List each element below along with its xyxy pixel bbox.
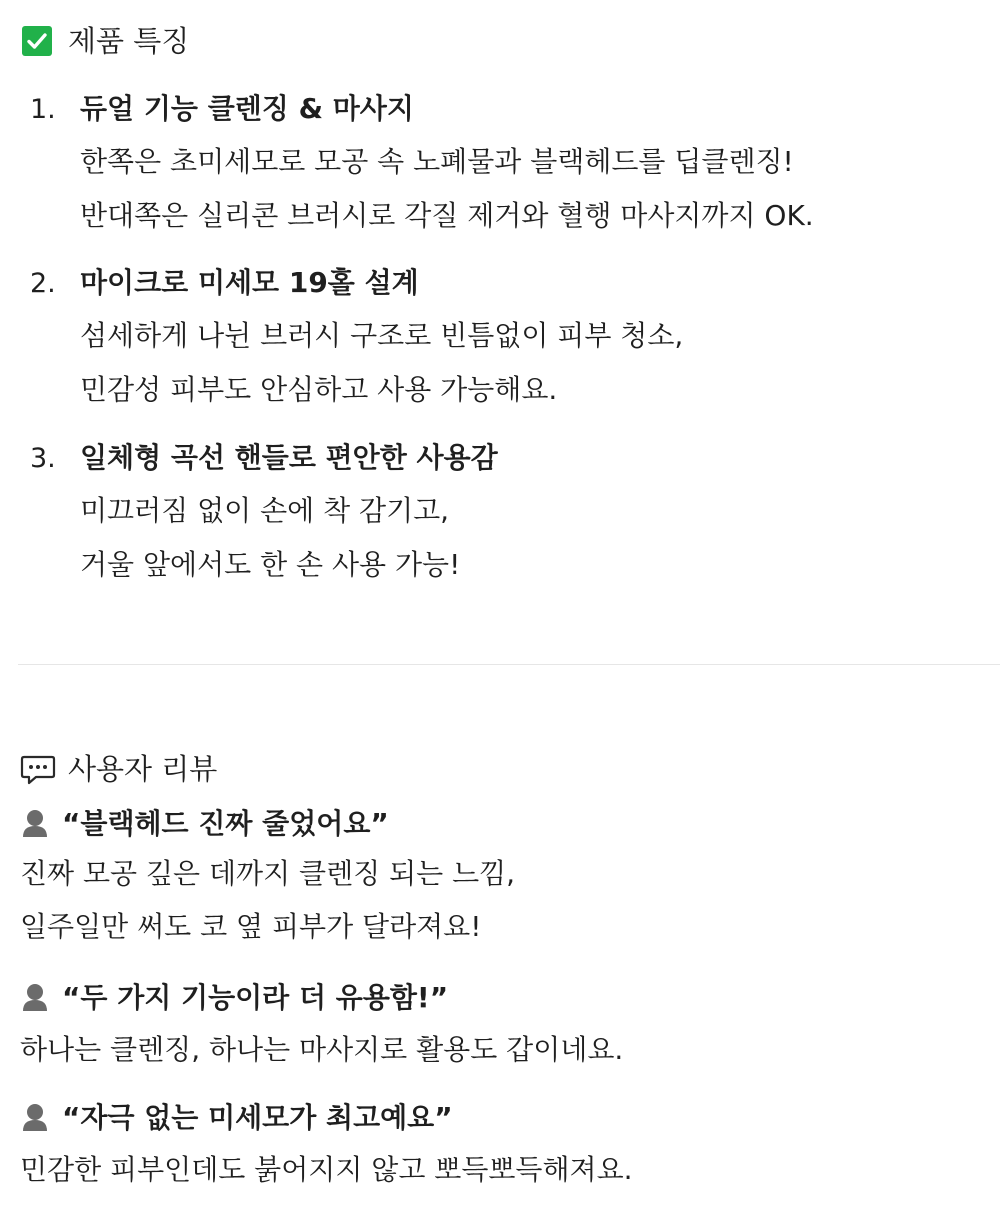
review-text-line: 진짜 모공 깊은 데까지 클렌징 되는 느낌, bbox=[20, 857, 516, 890]
person-silhouette-icon bbox=[20, 982, 50, 1012]
features-title: 제품 특징 bbox=[68, 24, 190, 58]
review-text-line: 민감한 피부인데도 붉어지지 않고 뽀득뽀득해져요. bbox=[20, 1153, 633, 1186]
review-text-line: 하나는 클렌징, 하나는 마사지로 활용도 갑이네요. bbox=[20, 1033, 624, 1066]
review-title: “자극 없는 미세모가 최고예요” bbox=[62, 1101, 453, 1134]
feature-number: 3. bbox=[30, 443, 56, 474]
feature-description-line: 반대쪽은 실리콘 브러시로 각질 제거와 혈행 마사지까지 OK. bbox=[80, 199, 814, 232]
person-silhouette-icon bbox=[20, 1102, 50, 1132]
section-divider bbox=[18, 664, 1000, 665]
feature-heading: 마이크로 미세모 19홀 설계 bbox=[80, 266, 419, 299]
feature-description-line: 미끄러짐 없이 손에 착 감기고, bbox=[80, 494, 450, 527]
person-silhouette-icon bbox=[20, 808, 50, 838]
feature-description-line: 한쪽은 초미세모로 모공 속 노폐물과 블랙헤드를 딥클렌징! bbox=[80, 145, 794, 178]
review-title: “두 가지 기능이라 더 유용함!” bbox=[62, 981, 449, 1014]
reviews-title: 사용자 리뷰 bbox=[68, 752, 218, 786]
review-title: “블랙헤드 진짜 줄었어요” bbox=[62, 807, 389, 840]
check-mark-button-icon bbox=[22, 26, 52, 56]
speech-bubble-icon bbox=[20, 753, 56, 787]
feature-description-line: 민감성 피부도 안심하고 사용 가능해요. bbox=[80, 373, 558, 406]
feature-number: 2. bbox=[30, 268, 56, 299]
feature-description-line: 섬세하게 나뉜 브러시 구조로 빈틈없이 피부 청소, bbox=[80, 319, 684, 352]
feature-description-line: 거울 앞에서도 한 손 사용 가능! bbox=[80, 548, 461, 581]
review-text-line: 일주일만 써도 코 옆 피부가 달라져요! bbox=[20, 910, 482, 943]
feature-number: 1. bbox=[30, 94, 56, 125]
feature-heading: 일체형 곡선 핸들로 편안한 사용감 bbox=[80, 441, 498, 474]
feature-heading: 듀얼 기능 클렌징 & 마사지 bbox=[80, 92, 414, 125]
